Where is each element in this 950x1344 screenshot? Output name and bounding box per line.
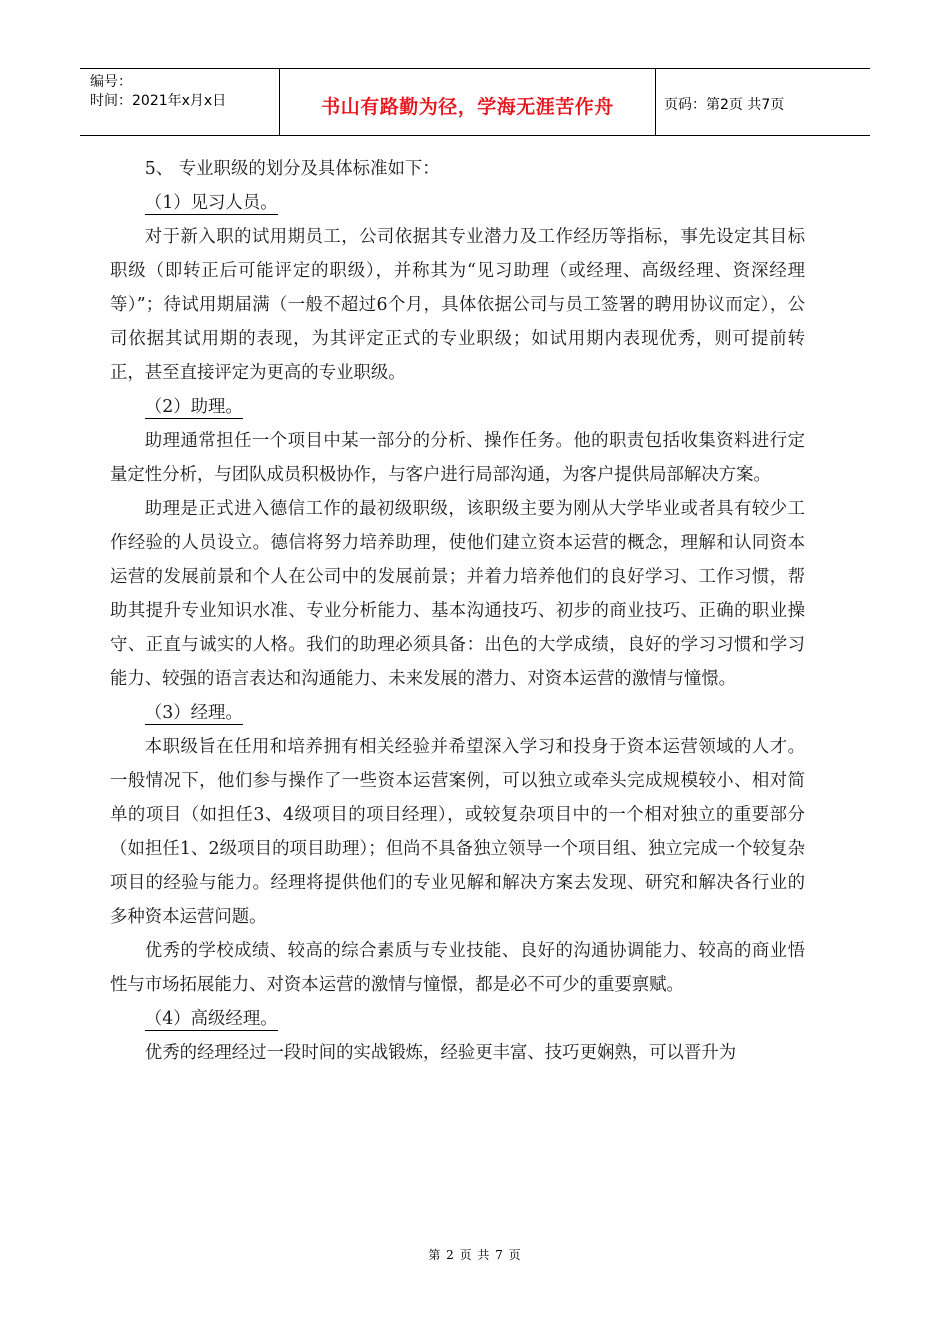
paragraph: 对于新入职的试用期员工，公司依据其专业潜力及工作经历等指标，事先设定其目标职级（即转正后可能评定的职级），并称其为“见习助理（或经理、高级经理、资深经理等）”；待试用期届满（一般不超过6个月，具体依据公司与员工签署的聘用协议而定），公司依据其试用期的表现，为其评定正式的专业职级；如试用期内表现优秀，则可提前转正，甚至直接评定为更高的专业职级。 bbox=[110, 227, 805, 383]
page-header bbox=[80, 68, 870, 136]
section-heading-text: （4）高级经理。 bbox=[144, 1009, 278, 1029]
document-date: 时间：2021年x月x日 bbox=[90, 93, 227, 109]
section-heading-text: （3）经理。 bbox=[144, 703, 243, 723]
document-number: 编号： bbox=[90, 74, 132, 90]
section-heading-text: （1）见习人员。 bbox=[144, 193, 278, 213]
paragraph: 优秀的学校成绩、较高的综合素质与专业技能、良好的沟通协调能力、较高的商业悟性与市场拓展能力、对资本运营的激情与憧憬，都是必不可少的重要禀赋。 bbox=[110, 941, 805, 995]
section-heading bbox=[110, 186, 805, 220]
section-heading bbox=[110, 696, 805, 730]
document-body bbox=[110, 152, 805, 1070]
paragraph: 助理是正式进入德信工作的最初级职级，该职级主要为刚从大学毕业或者具有较少工作经验的人员设立。德信将努力培养助理，使他们建立资本运营的概念，理解和认同资本运营的发展前景和个人在公司中的发展前景；并着力培养他们的良好学习、工作习惯，帮助其提升专业知识水准、专业分析能力、基本沟通技巧、初步的商业技巧、正确的职业操守、正直与诚实的人格。我们的助理必须具备：出色的大学成绩，良好的学习习惯和学习能力、较强的语言表达和沟通能力、未来发展的潜力、对资本运营的激情与憧憬。 bbox=[110, 499, 805, 689]
header-motto: 书山有路勤为径，学海无涯苦作舟 bbox=[280, 69, 656, 135]
page-footer: 第 2 页 共 7 页 bbox=[428, 1248, 522, 1262]
paragraph: 优秀的经理经过一段时间的实战锻炼，经验更丰富、技巧更娴熟，可以晋升为 bbox=[144, 1043, 737, 1063]
section-heading-text: （2）助理。 bbox=[144, 397, 243, 417]
header-page-info: 页码：第2页 共7页 bbox=[664, 97, 785, 113]
header-meta bbox=[80, 69, 280, 135]
paragraph: 助理通常担任一个项目中某一部分的分析、操作任务。他的职责包括收集资料进行定量定性分析，与团队成员积极协作，与客户进行局部沟通，为客户提供局部解决方案。 bbox=[110, 431, 805, 485]
section-heading bbox=[110, 390, 805, 424]
paragraph: 本职级旨在任用和培养拥有相关经验并希望深入学习和投身于资本运营领域的人才。一般情况下，他们参与操作了一些资本运营案例，可以独立或牵头完成规模较小、相对简单的项目（如担任3、4级项目的项目经理），或较复杂项目中的一个相对独立的重要部分（如担任1、2级项目的项目助理）；但尚不具备独立领导一个项目组、独立完成一个较复杂项目的经验与能力。经理将提供他们的专业见解和解决方案去发现、研究和解决各行业的多种资本运营问题。 bbox=[110, 737, 805, 927]
paragraph: 5、 专业职级的划分及具体标准如下： bbox=[144, 159, 440, 179]
section-heading bbox=[110, 1002, 805, 1036]
